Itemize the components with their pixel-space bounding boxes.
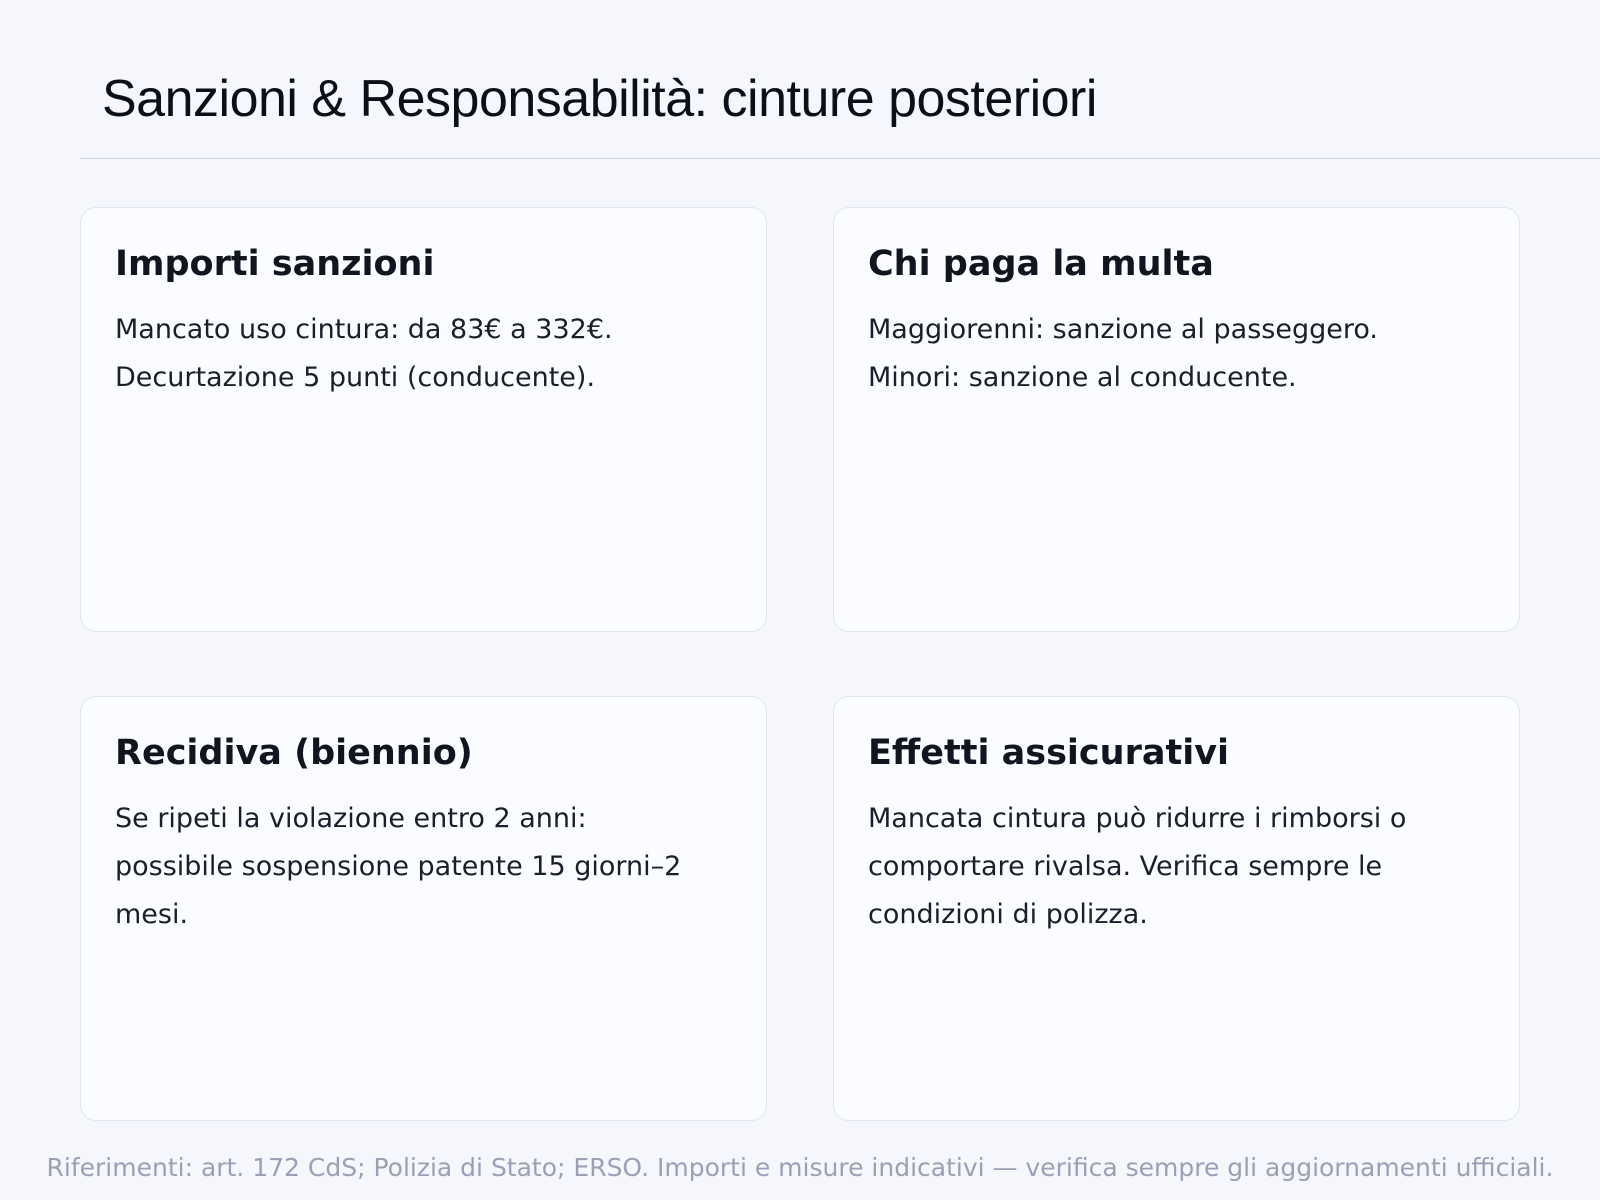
card-chi-paga-la-multa: [833, 207, 1520, 632]
page-title: Sanzioni & Responsabilità: cinture posteriori: [102, 70, 1097, 128]
card-body: Mancata cintura può ridurre i rimborsi o comportare rivalsa. Verifica sempre le condizioni di polizza.: [868, 803, 1407, 931]
card-grid: [80, 207, 1520, 1121]
footnote: Riferimenti: art. 172 CdS; Polizia di Stato; ERSO. Importi e misure indicativi — verifica sempre gli aggiornamenti ufficiali.: [46, 1153, 1554, 1182]
card-title: Effetti assicurativi: [868, 732, 1230, 773]
card-recidiva-biennio: [80, 696, 767, 1121]
card-effetti-assicurativi: [833, 696, 1520, 1121]
card-importi-sanzioni: [80, 207, 767, 632]
title-divider: [80, 158, 1600, 159]
card-title: Importi sanzioni: [115, 243, 435, 284]
card-body: Mancato uso cintura: da 83€ a 332€. Decurtazione 5 punti (conducente).: [115, 314, 613, 394]
card-title: Chi paga la multa: [868, 243, 1214, 284]
card-body: Maggiorenni: sanzione al passeggero. Minori: sanzione al conducente.: [868, 314, 1378, 394]
card-body: Se ripeti la violazione entro 2 anni: possibile sospensione patente 15 giorni–2 mesi.: [115, 803, 682, 931]
card-title: Recidiva (biennio): [115, 732, 473, 773]
